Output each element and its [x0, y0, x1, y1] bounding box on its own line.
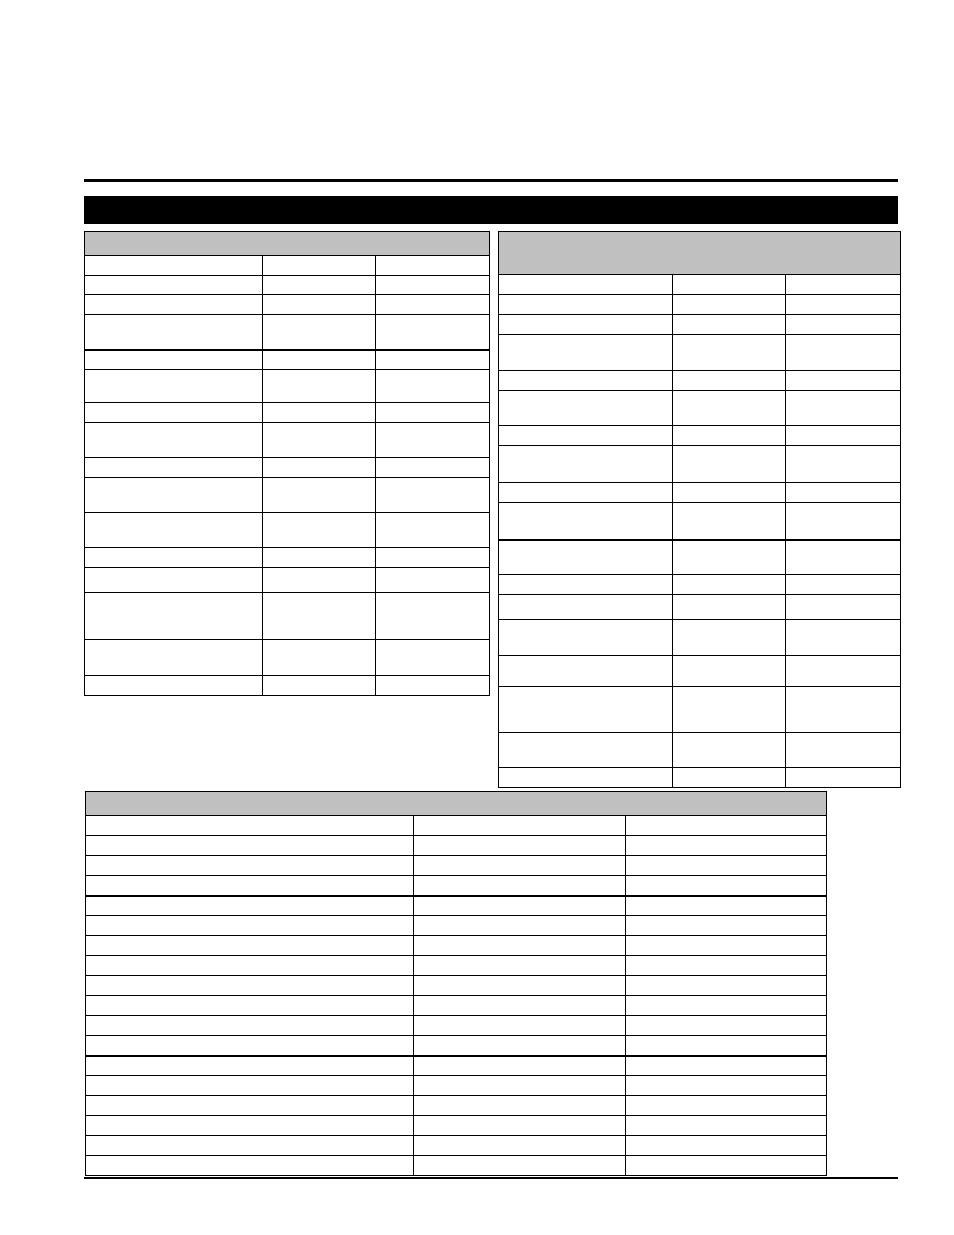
- table-cell: [414, 816, 626, 836]
- table-cell: [376, 350, 490, 370]
- table-row: [86, 836, 827, 856]
- table-cell: [414, 896, 626, 916]
- table-row: [85, 676, 490, 696]
- table-cell: [673, 315, 786, 335]
- table-cell: [626, 1136, 827, 1156]
- table-cell: [626, 856, 827, 876]
- table-cell: [626, 1036, 827, 1056]
- table-cell: [414, 1076, 626, 1096]
- table-row: [499, 483, 901, 503]
- table-cell: [376, 256, 490, 276]
- table-cell: [414, 876, 626, 896]
- table-cell: [263, 513, 376, 548]
- table-cell: [786, 503, 901, 540]
- table-cell: [626, 976, 827, 996]
- table-cell: [263, 640, 376, 676]
- table-cell: [673, 687, 786, 733]
- table-row: [85, 513, 490, 548]
- table-cell: [414, 1136, 626, 1156]
- table-cell: [499, 483, 673, 503]
- table-cell: [86, 1096, 414, 1116]
- spec-table-bottom: [85, 791, 827, 1176]
- table-cell: [263, 256, 376, 276]
- table-cell: [414, 996, 626, 1016]
- table-cell: [86, 1136, 414, 1156]
- table-cell: [673, 426, 786, 446]
- table-cell: [376, 423, 490, 458]
- table-row: [499, 371, 901, 391]
- table-cell: [673, 295, 786, 315]
- table-cell: [499, 446, 673, 483]
- table-cell: [376, 676, 490, 696]
- table-cell: [414, 836, 626, 856]
- table-row: [85, 315, 490, 350]
- table-row: [86, 1056, 827, 1076]
- table-cell: [376, 295, 490, 315]
- table-cell: [414, 1096, 626, 1116]
- table-cell: [85, 548, 263, 568]
- table-cell: [673, 371, 786, 391]
- table-cell: [263, 568, 376, 593]
- table-cell: [263, 548, 376, 568]
- table-cell: [626, 956, 827, 976]
- table-cell: [626, 1096, 827, 1116]
- table-row: [86, 816, 827, 836]
- table-row: [85, 256, 490, 276]
- table-cell: [376, 403, 490, 423]
- table-cell: [499, 275, 673, 295]
- table-row: [499, 595, 901, 620]
- table-cell: [85, 403, 263, 423]
- table-cell: [673, 335, 786, 371]
- table-cell: [85, 370, 263, 403]
- table-cell: [86, 996, 414, 1016]
- table-cell: [786, 426, 901, 446]
- table-row: [499, 295, 901, 315]
- table-cell: [414, 1016, 626, 1036]
- table-cell: [673, 540, 786, 575]
- top-rule: [84, 179, 898, 182]
- table-cell: [85, 423, 263, 458]
- table-cell: [786, 335, 901, 371]
- table-cell: [626, 896, 827, 916]
- table-cell: [786, 295, 901, 315]
- table-cell: [786, 540, 901, 575]
- table-cell: [673, 483, 786, 503]
- table-cell: [499, 371, 673, 391]
- table-cell: [85, 640, 263, 676]
- table-cell: [499, 575, 673, 595]
- table-row: [86, 1156, 827, 1176]
- table-row: [86, 936, 827, 956]
- table-cell: [86, 816, 414, 836]
- table-row: [499, 315, 901, 335]
- table-cell: [626, 996, 827, 1016]
- table-cell: [626, 1156, 827, 1176]
- table-cell: [626, 816, 827, 836]
- table-row: [499, 275, 901, 295]
- table-cell: [414, 916, 626, 936]
- table-row: [86, 856, 827, 876]
- table-row: [86, 1136, 827, 1156]
- table-cell: [86, 1076, 414, 1096]
- table-cell: [414, 1116, 626, 1136]
- table-cell: [86, 856, 414, 876]
- table-header: [499, 232, 901, 275]
- table-cell: [376, 315, 490, 350]
- table-cell: [786, 275, 901, 295]
- table-cell: [673, 620, 786, 656]
- table-row: [499, 575, 901, 595]
- table-row: [499, 768, 901, 788]
- table-row: [499, 656, 901, 687]
- table-cell: [626, 836, 827, 856]
- table-cell: [499, 391, 673, 426]
- table-cell: [499, 768, 673, 788]
- table-cell: [86, 1016, 414, 1036]
- table-row: [86, 956, 827, 976]
- table-row: [85, 350, 490, 370]
- table-cell: [376, 458, 490, 478]
- table-row: [85, 548, 490, 568]
- table-cell: [786, 446, 901, 483]
- table-cell: [786, 620, 901, 656]
- table-row: [86, 1076, 827, 1096]
- table-cell: [376, 513, 490, 548]
- section-title-bar: [84, 196, 898, 224]
- table-cell: [85, 350, 263, 370]
- table-cell: [499, 540, 673, 575]
- table-cell: [263, 370, 376, 403]
- table-row: [499, 620, 901, 656]
- table-cell: [626, 916, 827, 936]
- table-cell: [414, 1156, 626, 1176]
- table-cell: [499, 687, 673, 733]
- table-cell: [376, 568, 490, 593]
- table-cell: [263, 458, 376, 478]
- table-cell: [376, 370, 490, 403]
- table-row: [499, 335, 901, 371]
- table-cell: [786, 733, 901, 768]
- table-header: [86, 792, 827, 816]
- table-cell: [86, 836, 414, 856]
- table-row: [499, 426, 901, 446]
- spec-table-left: [84, 231, 490, 696]
- table-cell: [499, 295, 673, 315]
- table-row: [499, 503, 901, 540]
- table-cell: [626, 876, 827, 896]
- table-cell: [86, 876, 414, 896]
- table-cell: [626, 1056, 827, 1076]
- table-cell: [414, 936, 626, 956]
- table-row: [85, 568, 490, 593]
- table-cell: [86, 1156, 414, 1176]
- table-cell: [85, 676, 263, 696]
- table-cell: [499, 620, 673, 656]
- table-cell: [414, 1036, 626, 1056]
- table-row: [86, 1016, 827, 1036]
- table-row: [86, 1036, 827, 1056]
- table-cell: [499, 656, 673, 687]
- table-row: [499, 733, 901, 768]
- bottom-rule: [84, 1177, 898, 1179]
- table-row: [85, 295, 490, 315]
- table-row: [86, 976, 827, 996]
- table-row: [86, 916, 827, 936]
- table-cell: [786, 768, 901, 788]
- table-cell: [263, 295, 376, 315]
- table-cell: [626, 1076, 827, 1096]
- table-cell: [263, 676, 376, 696]
- table-cell: [376, 640, 490, 676]
- table-cell: [376, 548, 490, 568]
- table-row: [499, 391, 901, 426]
- table-cell: [499, 335, 673, 371]
- table-cell: [673, 733, 786, 768]
- table-cell: [499, 733, 673, 768]
- table-cell: [86, 916, 414, 936]
- table-cell: [86, 896, 414, 916]
- table-cell: [263, 423, 376, 458]
- table-cell: [376, 593, 490, 640]
- table-cell: [263, 350, 376, 370]
- table-cell: [85, 593, 263, 640]
- table-cell: [85, 276, 263, 295]
- table-row: [85, 276, 490, 295]
- table-cell: [786, 371, 901, 391]
- table-cell: [85, 458, 263, 478]
- table-cell: [786, 687, 901, 733]
- table-cell: [263, 478, 376, 513]
- table-row: [86, 996, 827, 1016]
- table-cell: [673, 275, 786, 295]
- table-cell: [376, 478, 490, 513]
- table-row: [85, 593, 490, 640]
- table-cell: [414, 856, 626, 876]
- table-row: [85, 403, 490, 423]
- table-cell: [85, 295, 263, 315]
- table-row: [86, 1116, 827, 1136]
- table-cell: [673, 446, 786, 483]
- table-cell: [85, 478, 263, 513]
- table-cell: [86, 936, 414, 956]
- table-cell: [499, 315, 673, 335]
- table-row: [86, 876, 827, 896]
- table-row: [85, 478, 490, 513]
- table-cell: [626, 936, 827, 956]
- table-cell: [85, 256, 263, 276]
- spec-table-right: [498, 231, 901, 788]
- table-cell: [786, 575, 901, 595]
- table-cell: [673, 595, 786, 620]
- table-cell: [263, 315, 376, 350]
- table-cell: [786, 391, 901, 426]
- table-cell: [673, 391, 786, 426]
- table-cell: [673, 575, 786, 595]
- table-cell: [626, 1116, 827, 1136]
- table-cell: [786, 595, 901, 620]
- table-header: [85, 232, 490, 256]
- table-cell: [85, 513, 263, 548]
- table-cell: [786, 656, 901, 687]
- table-cell: [263, 593, 376, 640]
- table-row: [85, 640, 490, 676]
- table-row: [85, 423, 490, 458]
- table-row: [85, 370, 490, 403]
- table-cell: [626, 1016, 827, 1036]
- table-cell: [86, 1036, 414, 1056]
- table-cell: [85, 568, 263, 593]
- table-row: [499, 687, 901, 733]
- table-cell: [86, 956, 414, 976]
- table-cell: [786, 315, 901, 335]
- table-cell: [786, 483, 901, 503]
- table-row: [499, 446, 901, 483]
- table-row: [85, 458, 490, 478]
- table-cell: [414, 976, 626, 996]
- table-cell: [499, 426, 673, 446]
- table-cell: [86, 976, 414, 996]
- table-cell: [499, 595, 673, 620]
- table-cell: [499, 503, 673, 540]
- table-cell: [86, 1116, 414, 1136]
- table-cell: [263, 276, 376, 295]
- table-cell: [414, 956, 626, 976]
- table-cell: [673, 656, 786, 687]
- table-row: [499, 540, 901, 575]
- table-row: [86, 1096, 827, 1116]
- table-cell: [673, 503, 786, 540]
- table-row: [86, 896, 827, 916]
- table-cell: [263, 403, 376, 423]
- table-cell: [86, 1056, 414, 1076]
- table-cell: [414, 1056, 626, 1076]
- table-cell: [85, 315, 263, 350]
- table-cell: [376, 276, 490, 295]
- table-cell: [673, 768, 786, 788]
